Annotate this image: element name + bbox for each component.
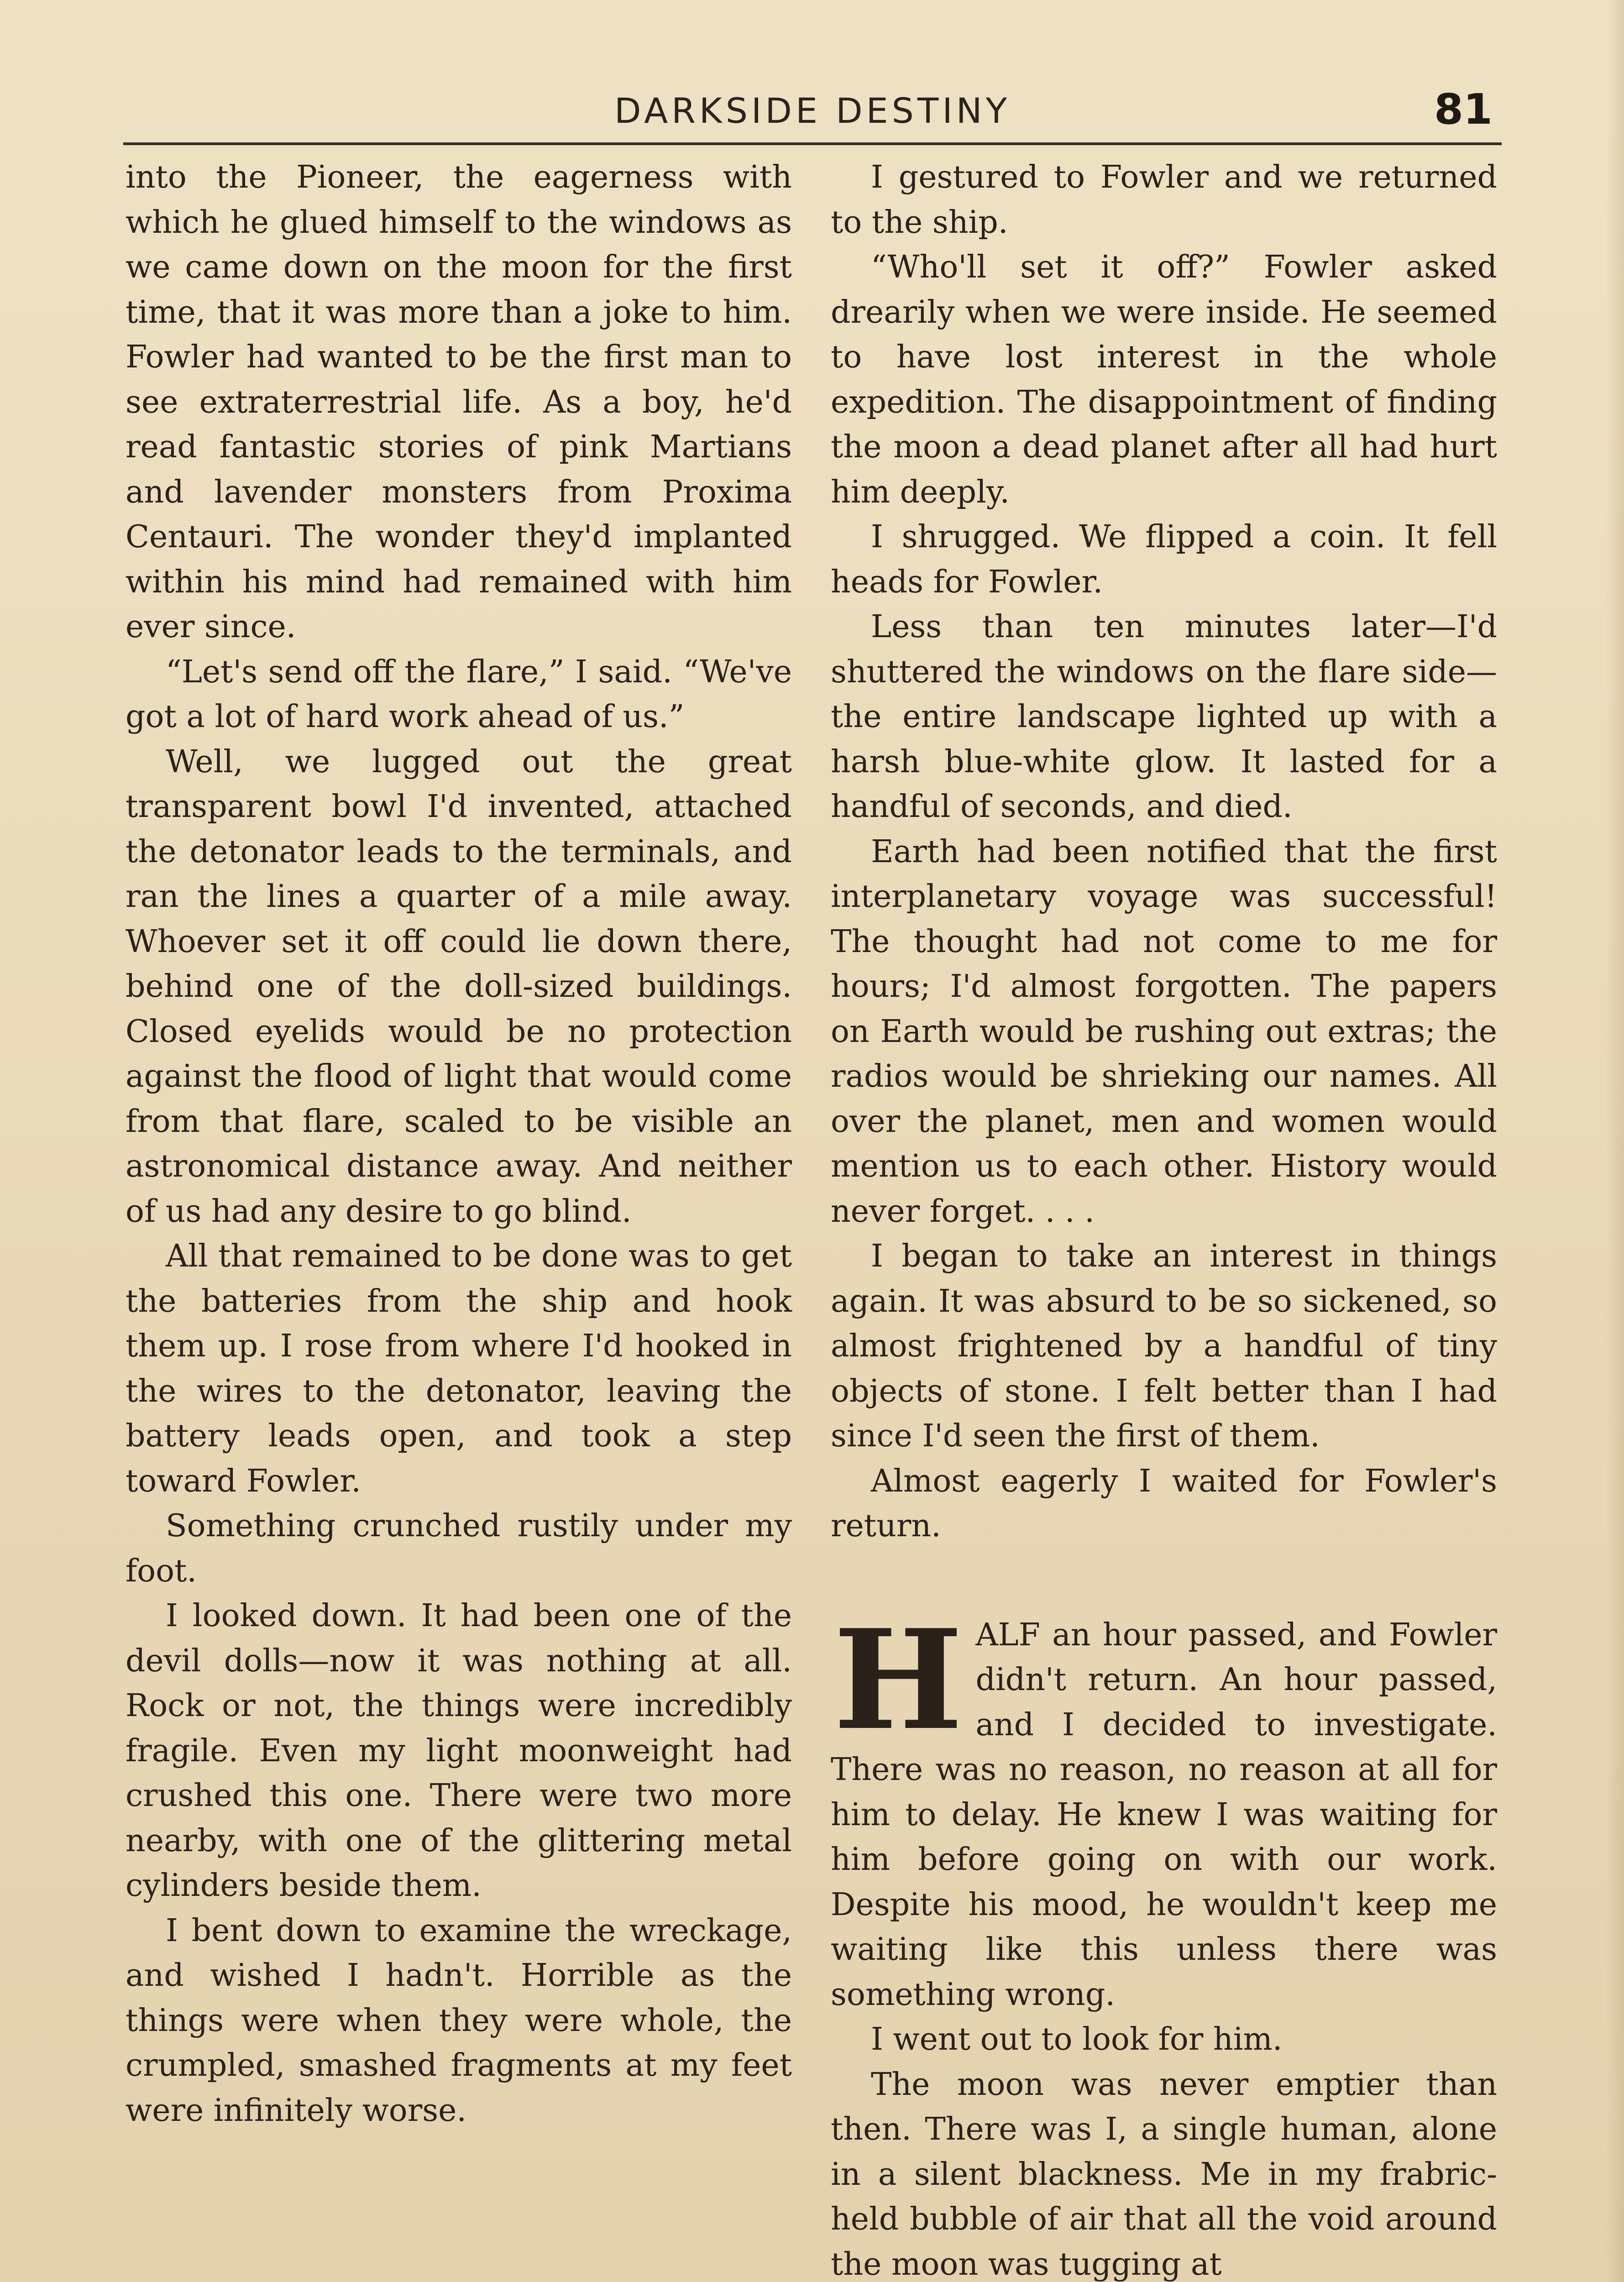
dropcap-paragraph-text: ALF an hour passed, and Fowler didn't return. An hour passed, and I decided to investigate. There was no reason, no reason at all for him to delay. He knew I was waiting for him before going on with our work. Despite his mood, he wouldn't keep me waiting like this unless there was something wrong. — [831, 1617, 1497, 2013]
paragraph: Something crunched rustily under my foot. — [126, 1508, 792, 1589]
paragraph: I began to take an interest in things again. It was absurd to be so sickened, so almost frightened by a handful of tiny objects of stone. I felt better than I had since I'd seen the first of them. — [831, 1238, 1497, 1454]
paragraph: I looked down. It had been one of the devil dolls—now it was nothing at all. Rock or not, the things were incredibly fragile. Even my light moonweight had crushed this one. There were two more nearby, with one of the glittering metal cylinders beside them. — [126, 1598, 792, 1904]
page-header — [123, 81, 1502, 141]
paragraph: “Who'll set it off?” Fowler asked drearily when we were inside. He seemed to have lost interest in the whole expedition. The disappointment of finding the moon a dead planet after all had hurt him deeply. — [831, 249, 1497, 510]
paragraph: into the Pioneer, the eagerness with which he glued himself to the windows as we came down on the moon for the first time, that it was more than a joke to him. Fowler had wanted to be the first man to see extraterrestrial life. As a boy, he'd read fantastic stories of pink Martians and lavender monsters from Proxima Centauri. The wonder they'd implanted within his mind had remained with him ever since. — [126, 159, 792, 645]
left-column — [126, 155, 792, 2133]
paragraph: I shrugged. We flipped a coin. It fell heads for Fowler. — [831, 519, 1497, 600]
paragraph: All that remained to be done was to get the batteries from the ship and hook them up. I rose from where I'd hooked in the wires to the detonator, leaving the battery leads open, and took a step toward Fowler. — [126, 1238, 792, 1499]
paragraph: I gestured to Fowler and we returned to the ship. — [831, 159, 1497, 241]
page-edge — [1606, 0, 1624, 2282]
header-rule — [123, 142, 1502, 145]
paragraph: Earth had been notified that the first interplanetary voyage was successful! The thought had not come to me for hours; I'd almost forgotten. The papers on Earth would be rushing out extras; the radios would be shrieking our names. All over the planet, men and women would mention us to each other. History would never forget. . . . — [831, 833, 1497, 1230]
drop-cap: H — [833, 1599, 963, 1760]
paragraph: Almost eagerly I waited for Fowler's return. — [831, 1463, 1497, 1544]
paragraph: Well, we lugged out the great transparent bowl I'd invented, attached the detonator leads to the terminals, and ran the lines a quarter of a mile away. Whoever set it off could lie down there, behind one of the doll-sized buildings. Closed eyelids would be no protection against the flood of light that would come from that flare, scaled to be visible an astronomical distance away. And neither of us had any desire to go blind. — [126, 743, 792, 1230]
paragraph-with-dropcap — [831, 1599, 1497, 2018]
paragraph: “Let's send off the flare,” I said. “We've got a lot of hard work ahead of us.” — [126, 654, 792, 735]
right-column — [831, 155, 1497, 2282]
paragraph: Less than ten minutes later—I'd shuttered the windows on the flare side—the entire landscape lighted up with a harsh blue-white glow. It lasted for a handful of seconds, and died. — [831, 609, 1497, 825]
running-title: DARKSIDE DESTINY — [614, 90, 1011, 131]
paragraph: I bent down to examine the wreckage, and wished I hadn't. Horrible as the things were when they were whole, the crumpled, smashed fragments at my feet were infinitely worse. — [126, 1912, 792, 2129]
page-number: 81 — [1434, 85, 1493, 134]
paragraph: I went out to look for him. — [871, 2021, 1283, 2057]
paragraph: The moon was never emptier than then. There was I, a single human, alone in a silent blackness. Me in my frabric-held bubble of air that all the void around the moon was tugging at — [831, 2066, 1497, 2282]
